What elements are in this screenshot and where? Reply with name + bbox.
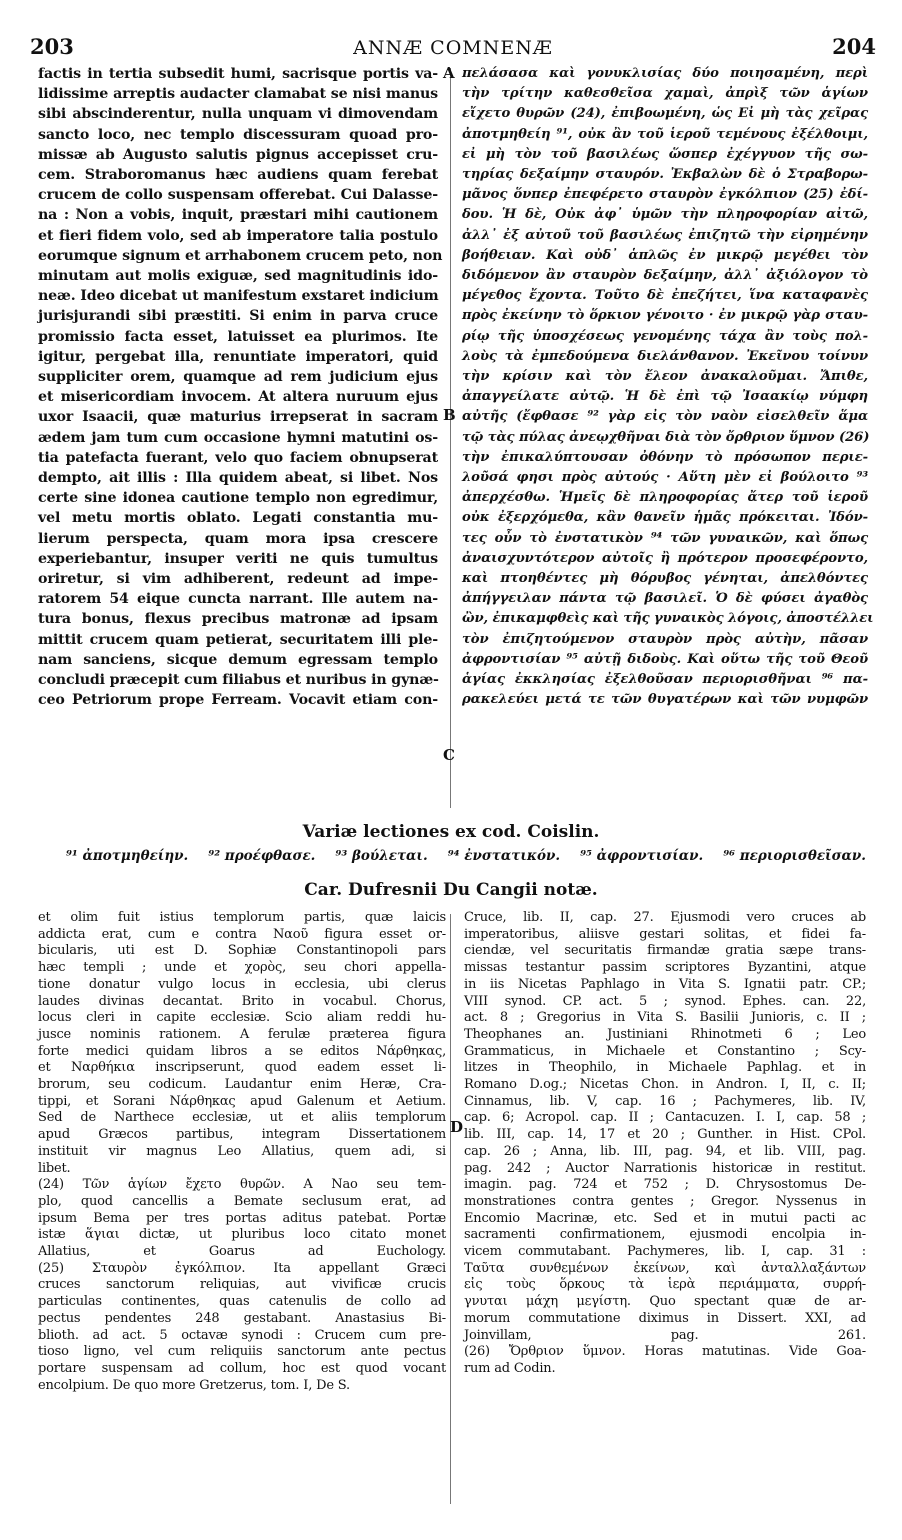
latin-text-line: na : Non a vobis, inquit, præstari mihi cautionem bbox=[38, 207, 438, 224]
note-text-line: rum ad Codin. bbox=[464, 1360, 556, 1376]
greek-text-line: ἀποτμηθείη ⁹¹, οὐκ ἂν τοῦ ἱεροῦ τεμένους ἐξέλθοιμι, bbox=[462, 126, 868, 142]
greek-text-line: ἀφροντισίαν ⁹⁵ αὐτῇ διδοὺς. Καὶ οὕτω τῆς τοῦ Θεοῦ bbox=[462, 651, 868, 667]
note-text-line: in iis Nicetas Paphlago in Vita S. Ignatii patr. CP.; bbox=[464, 976, 866, 992]
note-text-line: bicularis, uti est D. Sophiæ Constantinopoli pars bbox=[38, 943, 446, 959]
latin-text-line: suppliciter orem, quamque ad rem judicium ejus bbox=[38, 369, 438, 386]
note-text-line: addicta erat, cum e contra Ναοῦ figura esset or- bbox=[38, 926, 446, 942]
greek-text-line: ἀλλ᾽ ἐξ αὐτοῦ τοῦ βασιλέως ἐπιζητῶ τὴν εἰρημένην bbox=[462, 227, 868, 243]
note-text-line: forte medici quidam libros a se editos Νάρθηκας, bbox=[38, 1043, 446, 1059]
latin-text-line: crucem de collo suspensam offerebat. Cui Dalasse- bbox=[38, 187, 438, 204]
latin-translation-column bbox=[38, 64, 443, 711]
note-text-line: tione donatur vulgo locus in ecclesia, ubi clerus bbox=[38, 976, 446, 992]
note-text-line: monstrationes contra gentes ; Gregor. Nyssenus in bbox=[464, 1193, 866, 1209]
note-text-line: act. 8 ; Gregorius in Vita S. Basilii Junioris, c. II ; bbox=[464, 1010, 866, 1026]
latin-text-line: et fieri fidem volo, sed ab imperatore talia postulo bbox=[38, 227, 438, 244]
section-marker-a: A bbox=[443, 64, 455, 82]
note-text-line: litzes in Theophilo, in Michaele Paphlag. et in bbox=[464, 1060, 866, 1076]
latin-text-line: cem. Straboromanus hæc audiens quam ferebat bbox=[38, 167, 438, 184]
note-text-line: tippi, et Sorani Νάρθηκας apud Galenum et Aetium. bbox=[38, 1093, 446, 1109]
greek-text-line: εἰ μὴ τὸν τοῦ βασιλέως ὥσπερ ἐχέγγυον τῆς σω- bbox=[462, 146, 868, 162]
page-number-left: 203 bbox=[30, 34, 74, 59]
greek-text-line: λοὺς τὰ ἐμπεδούμενα διελάνθανον. Ἐκεῖνου τοίνυν bbox=[462, 348, 868, 364]
latin-text-line: dempto, ait illis : Illa quidem abeat, si libet. Nos bbox=[38, 470, 438, 487]
greek-text-line: ἀπήγγειλαν πάντα τῷ βασιλεῖ. Ὁ δὲ φύσει ἀγαθὸς bbox=[462, 591, 868, 607]
greek-text-line: τῷ τὰς πύλας ἀνεῳχθῆναι διὰ τὸν ὄρθριον ὕμνον (26) bbox=[462, 429, 870, 445]
latin-text-line: jurisjurandi sibi præstiti. Si enim in parva cruce bbox=[38, 308, 438, 325]
greek-text-line: τὴν ἐπικαλύπτουσαν ὀθόνην τὸ πρόσωπον περιε- bbox=[462, 449, 868, 465]
greek-text-line: μέγεθος ἔχοντα. Τοῦτο δὲ ἐπεζήτει, ἵνα καταφανὲς bbox=[462, 288, 868, 304]
greek-text-line: ὢν, ἐπικαμφθεὶς καὶ τῆς γυναικὸς λόγοις, ἀποστέλλει bbox=[462, 611, 874, 627]
note-text-line: blioth. ad act. 5 octavæ synodi : Crucem cum pre- bbox=[38, 1327, 446, 1343]
note-text-line: γνυται μάχη μεγίστη. Quo spectant quæ de ar- bbox=[464, 1294, 866, 1310]
page-number-right: 204 bbox=[832, 34, 876, 59]
note-text-line: tioso ligno, vel cum reliquiis sanctorum ante pectus bbox=[38, 1344, 446, 1360]
variant-reading: ⁹¹ ἀποτμηθείην. bbox=[66, 848, 189, 864]
note-text-line: Sed de Narthece ecclesiæ, ut et aliis templorum bbox=[38, 1110, 446, 1126]
variae-lectiones-heading: Variæ lectiones ex cod. Coislin. bbox=[302, 822, 600, 842]
latin-text-line: mittit crucem quam petierat, securitatem illi ple- bbox=[38, 631, 438, 648]
note-text-line: Grammaticus, in Michaele et Constantino ; Scy- bbox=[464, 1043, 866, 1059]
greek-text-line: τὸν ἐπιζητούμενον σταυρὸν πρὸς αὐτὴν, πᾶσαν bbox=[462, 631, 868, 647]
note-text-line: vicem commutabant. Pachymeres, lib. I, cap. 31 : bbox=[464, 1244, 866, 1260]
greek-text-line: ρίῳ τῆς ὑποσχέσεως γενομένης τάχα ἂν τοὺς πολ- bbox=[462, 328, 868, 344]
latin-text-line: neæ. Ideo dicebat ut manifestum exstaret indicium bbox=[38, 288, 439, 305]
greek-text-line: ἀπαγγείλατε αὐτῷ. Ἡ δὲ ἐπὶ τῷ Ἰσαακίῳ νύμφη bbox=[462, 389, 868, 405]
latin-text-line: lidissime arreptis audacter clamabat se nisi manus bbox=[38, 86, 438, 103]
greek-text-line: βοήθειαν. Καὶ οὐδ᾽ ἁπλῶς ἐν μικρῷ μεγέθει τὸν bbox=[462, 247, 868, 263]
latin-text-line: factis in tertia subsedit humi, sacrisque portis va- bbox=[38, 66, 438, 82]
note-text-line: Encomio Macrinæ, etc. Sed et in mutui pacti ac bbox=[464, 1210, 866, 1226]
greek-text-line: οὐκ ἐξερχόμεθα, κἂν θανεῖν ἡμᾶς πρόκειται. Ἰδόν- bbox=[462, 510, 868, 526]
note-text-line: Allatius, et Goarus ad Euchology. bbox=[38, 1244, 446, 1260]
latin-text-line: tura bonus, flexus precibus matronæ ad ipsam bbox=[38, 611, 438, 628]
latin-text-line: nam sanciens, sicque demum egressam templo bbox=[38, 651, 438, 668]
latin-text-line: vel metu mortis oblato. Legati constantia mu- bbox=[38, 510, 438, 527]
note-text-line: encolpium. De quo more Gretzerus, tom. I, De S. bbox=[38, 1377, 350, 1393]
variant-reading: ⁹⁴ ἐνστατικόν. bbox=[447, 848, 561, 864]
greek-text-line: αὐτῆς (ἔφθασε ⁹² γὰρ εἰς τὸν ναὸν εἰσελθεῖν ἅμα bbox=[462, 409, 868, 425]
latin-text-line: et misericordiam invocem. At altera nuruum ejus bbox=[38, 389, 438, 406]
note-text-line: ipsum Bema per tres portas aditus patebat. Portæ bbox=[38, 1210, 446, 1226]
note-text-line: laudes divinas decantat. Brito in vocabul. Chorus, bbox=[38, 993, 446, 1009]
latin-text-line: experiebantur, insuper veriti ne quis tumultus bbox=[38, 550, 438, 567]
note-text-line: Theophanes an. Justiniani Rhinotmeti 6 ; Leo bbox=[464, 1026, 866, 1042]
column-divider-main bbox=[450, 68, 451, 808]
note-text-line: Cruce, lib. II, cap. 27. Ejusmodi vero cruces ab bbox=[464, 910, 866, 925]
note-text-line: imperatoribus, aliisve gestari solitas, et fidei fa- bbox=[464, 926, 866, 942]
greek-text-line: ἀπερχέσθω. Ἡμεῖς δὲ πληροφορίας ἄτερ τοῦ ἱεροῦ bbox=[462, 490, 868, 506]
greek-text-line: μᾶνος ὅνπερ ἐπεφέρετο σταυρὸν ἐγκόλπιον (25) ἐδί- bbox=[462, 187, 868, 203]
variant-reading: ⁹² προέφθασε. bbox=[208, 848, 316, 864]
note-text-line: Joinvillam, pag. 261. bbox=[464, 1327, 866, 1343]
latin-text-line: lierum perspecta, quam mora ipsa crescere bbox=[38, 530, 438, 547]
variant-reading: ⁹⁶ περιορισθεῖσαν. bbox=[723, 848, 866, 864]
note-text-line: VIII synod. CP. act. 5 ; synod. Ephes. can. 22, bbox=[464, 993, 866, 1009]
page-header bbox=[30, 34, 876, 64]
note-text-line: (25) Σταυρὸν ἐγκόλπιον. Ita appellant Græci bbox=[38, 1260, 446, 1276]
note-text-line: particulas continentes, quas catenulis de collo ad bbox=[38, 1294, 446, 1310]
note-text-line: cap. 6; Acropol. cap. II ; Cantacuzen. I. I, cap. 58 ; bbox=[464, 1110, 866, 1126]
note-text-line: (26) Ὄρθριον ὕμνον. Horas matutinas. Vide Goa- bbox=[464, 1344, 866, 1360]
note-text-line: plo, quod cancellis a Bemate seclusum erat, ad bbox=[38, 1193, 446, 1209]
latin-text-line: certe sine idonea cautione templo non egredimur, bbox=[38, 490, 438, 507]
running-head: ANNÆ COMNENÆ bbox=[353, 37, 553, 59]
latin-text-line: uxor Isaacii, quæ maturius irrepserat in sacram bbox=[38, 409, 438, 426]
note-text-line: εἰς τοὺς ὅρκους τὰ ἱερὰ περιάμματα, συρρή- bbox=[464, 1277, 866, 1293]
latin-text-line: oriretur, si vim adhiberent, redeunt ad impe- bbox=[38, 571, 438, 588]
greek-text-line: εἴχετο θυρῶν (24), ἐπιβοωμένη, ὡς Εἰ μὴ τὰς χεῖρας bbox=[462, 106, 868, 122]
note-text-line: portare suspensam ad collum, hoc est quod vocant bbox=[38, 1360, 446, 1376]
note-text-line: et olim fuit istius templorum partis, quæ laicis bbox=[38, 910, 446, 925]
latin-text-line: minutam aut molis exiguæ, sed magnitudinis ido- bbox=[38, 268, 438, 285]
note-text-line: cap. 26 ; Anna, lib. III, pag. 94, et lib. VIII, pag. bbox=[464, 1143, 866, 1159]
note-text-line: Cinnamus, lib. V, cap. 16 ; Pachymeres, lib. IV, bbox=[464, 1093, 866, 1109]
greek-text-line: ρακελεύει μετά τε τῶν θυγατέρων καὶ τῶν νυμφῶν bbox=[462, 692, 868, 708]
note-text-line: apud Græcos partibus, integram Dissertationem bbox=[38, 1127, 446, 1143]
greek-text-line: ἀναισχυντότερον αὐτοῖς ἢ πρότερον προσεφέροντο, bbox=[462, 550, 868, 566]
section-marker-c: C bbox=[443, 746, 455, 764]
note-text-line: pag. 242 ; Auctor Narrationis historicæ in restitut. bbox=[464, 1160, 866, 1176]
note-text-line: Romano D.og.; Nicetas Chon. in Andron. I, II, c. II; bbox=[464, 1077, 866, 1093]
note-text-line: cruces sanctorum reliquias, aut vivificæ crucis bbox=[38, 1277, 446, 1293]
latin-text-line: ædem jam tum cum occasione hymni matutini os- bbox=[38, 429, 438, 446]
note-text-line: sacramenti confirmationem, ejusmodi encolpia in- bbox=[464, 1227, 866, 1243]
greek-text-line: τὴν τρίτην καθεσθεῖσα χαμαὶ, ἀπρὶξ τῶν ἁγίων bbox=[462, 86, 868, 102]
note-text-line: pectus pendentes 248 gestabant. Anastasius Bi- bbox=[38, 1310, 446, 1326]
note-text-line: (24) Τῶν ἁγίων ἔχετο θυρῶν. A Nao seu tem- bbox=[38, 1177, 446, 1193]
note-text-line: hæc templi ; unde et χορὸς, seu chori appella- bbox=[38, 960, 446, 976]
note-text-line: istæ ἅγιαι dictæ, ut pluribus loco citato monet bbox=[38, 1227, 446, 1243]
greek-text-line: πελάσασα καὶ γονυκλισίας δύο ποιησαμένη, περὶ bbox=[462, 66, 868, 81]
latin-text-line: missæ ab Augusto salutis pignus accepisset cru- bbox=[38, 146, 438, 163]
latin-text-line: sancto loco, nec templo discessuram quoad pro- bbox=[38, 126, 438, 143]
notes-left-column bbox=[38, 910, 446, 1394]
greek-text-line: ἁγίας ἐκκλησίας ἐξελθοῦσαν περιορισθῆναι ⁹⁶ πα- bbox=[462, 672, 868, 688]
note-text-line: instituit vir magnus Leo Allatius, quem adi, si bbox=[38, 1143, 446, 1159]
note-text-line: jusce nominis rationem. A ferulæ præterea figura bbox=[38, 1026, 446, 1042]
notes-heading: Car. Dufresnii Du Cangii notæ. bbox=[304, 880, 598, 900]
note-text-line: et Ναρθήκια inscripserunt, quod eadem esset li- bbox=[38, 1060, 446, 1076]
greek-text-line: διδόμενον ἂν σταυρὸν δεξαίμην, ἀλλ᾽ ἀξιόλογον τὸ bbox=[462, 268, 868, 284]
latin-text-line: ceo Petriorum prope Ferream. Vocavit etiam con- bbox=[38, 692, 438, 709]
greek-text-line: τες οὖν τὸ ἐνστατικὸν ⁹⁴ τῶν γυναικῶν, καὶ ὅπως bbox=[462, 530, 868, 546]
note-text-line: lib. III, cap. 14, 17 et 20 ; Gunther. in Hist. CPol. bbox=[464, 1127, 866, 1143]
greek-text-column bbox=[462, 64, 874, 711]
note-text-line: imagin. pag. 724 et 752 ; D. Chrysostomus De- bbox=[464, 1177, 866, 1193]
greek-text-line: πρὸς ἐκείνην τὸ ὅρκιον γένοιτο · ἐν μικρῷ γὰρ σταυ- bbox=[462, 308, 868, 324]
column-divider-notes bbox=[450, 914, 451, 1504]
greek-text-line: δου. Ἡ δὲ, Οὐκ ἀφ᾽ ὑμῶν τὴν πληροφορίαν αἰτῶ, bbox=[462, 207, 868, 223]
greek-text-line: λοῦσά φησι πρὸς αὐτούς · Αὕτη μὲν εἰ βούλοιτο ⁹³ bbox=[462, 470, 868, 486]
variae-lectiones-list bbox=[66, 848, 866, 864]
latin-text-line: eorumque signum et arrhabonem crucem peto, non bbox=[38, 247, 443, 264]
latin-text-line: sibi abscinderentur, nulla unquam vi dimovendam bbox=[38, 106, 438, 123]
latin-text-line: promissio facta esset, latuisset ea plurimos. Ite bbox=[38, 328, 438, 345]
greek-text-line: τὴν κρίσιν καὶ τὸν ἔλεον ἀνακαλοῦμαι. Ἄπιθε, bbox=[462, 369, 868, 385]
latin-text-line: tia patefacta fuerant, velo quo faciem obnupserat bbox=[38, 449, 438, 466]
section-marker-b: B bbox=[443, 406, 456, 424]
note-text-line: ciendæ, vel securitatis firmandæ gratia sæpe trans- bbox=[464, 943, 866, 959]
section-marker-d: D bbox=[450, 1118, 464, 1136]
note-text-line: Ταῦτα συνθεμένων ἐκείνων, καὶ ἀνταλλαξάντων bbox=[464, 1260, 866, 1276]
note-text-line: missas testantur passim scriptores Byzantini, atque bbox=[464, 960, 866, 976]
latin-text-line: ratorem 54 eique cuncta narrant. Ille autem na- bbox=[38, 591, 438, 608]
greek-text-line: καὶ πτοηθέντες μὴ θόρυβος γένηται, ἀπελθόντες bbox=[462, 571, 868, 587]
latin-text-line: concludi præcepit cum filiabus et nuribus in gynæ- bbox=[38, 672, 439, 689]
note-text-line: locus cleri in capite ecclesiæ. Scio aliam reddi hu- bbox=[38, 1010, 446, 1026]
notes-right-column bbox=[464, 910, 866, 1378]
greek-text-line: τηρίας δεξαίμην σταυρόν. Ἐκβαλὼν δὲ ὁ Στραβορω- bbox=[462, 167, 868, 183]
note-text-line: morum commutatione diximus in Dissert. XXI, ad bbox=[464, 1310, 866, 1326]
variant-reading: ⁹³ βούλεται. bbox=[335, 848, 428, 864]
note-text-line: brorum, seu codicum. Laudantur enim Heræ, Cra- bbox=[38, 1077, 446, 1093]
latin-text-line: igitur, pergebat illa, renuntiate imperatori, quid bbox=[38, 348, 438, 365]
note-text-line: libet. bbox=[38, 1160, 71, 1176]
variant-reading: ⁹⁵ ἀφροντισίαν. bbox=[580, 848, 704, 864]
